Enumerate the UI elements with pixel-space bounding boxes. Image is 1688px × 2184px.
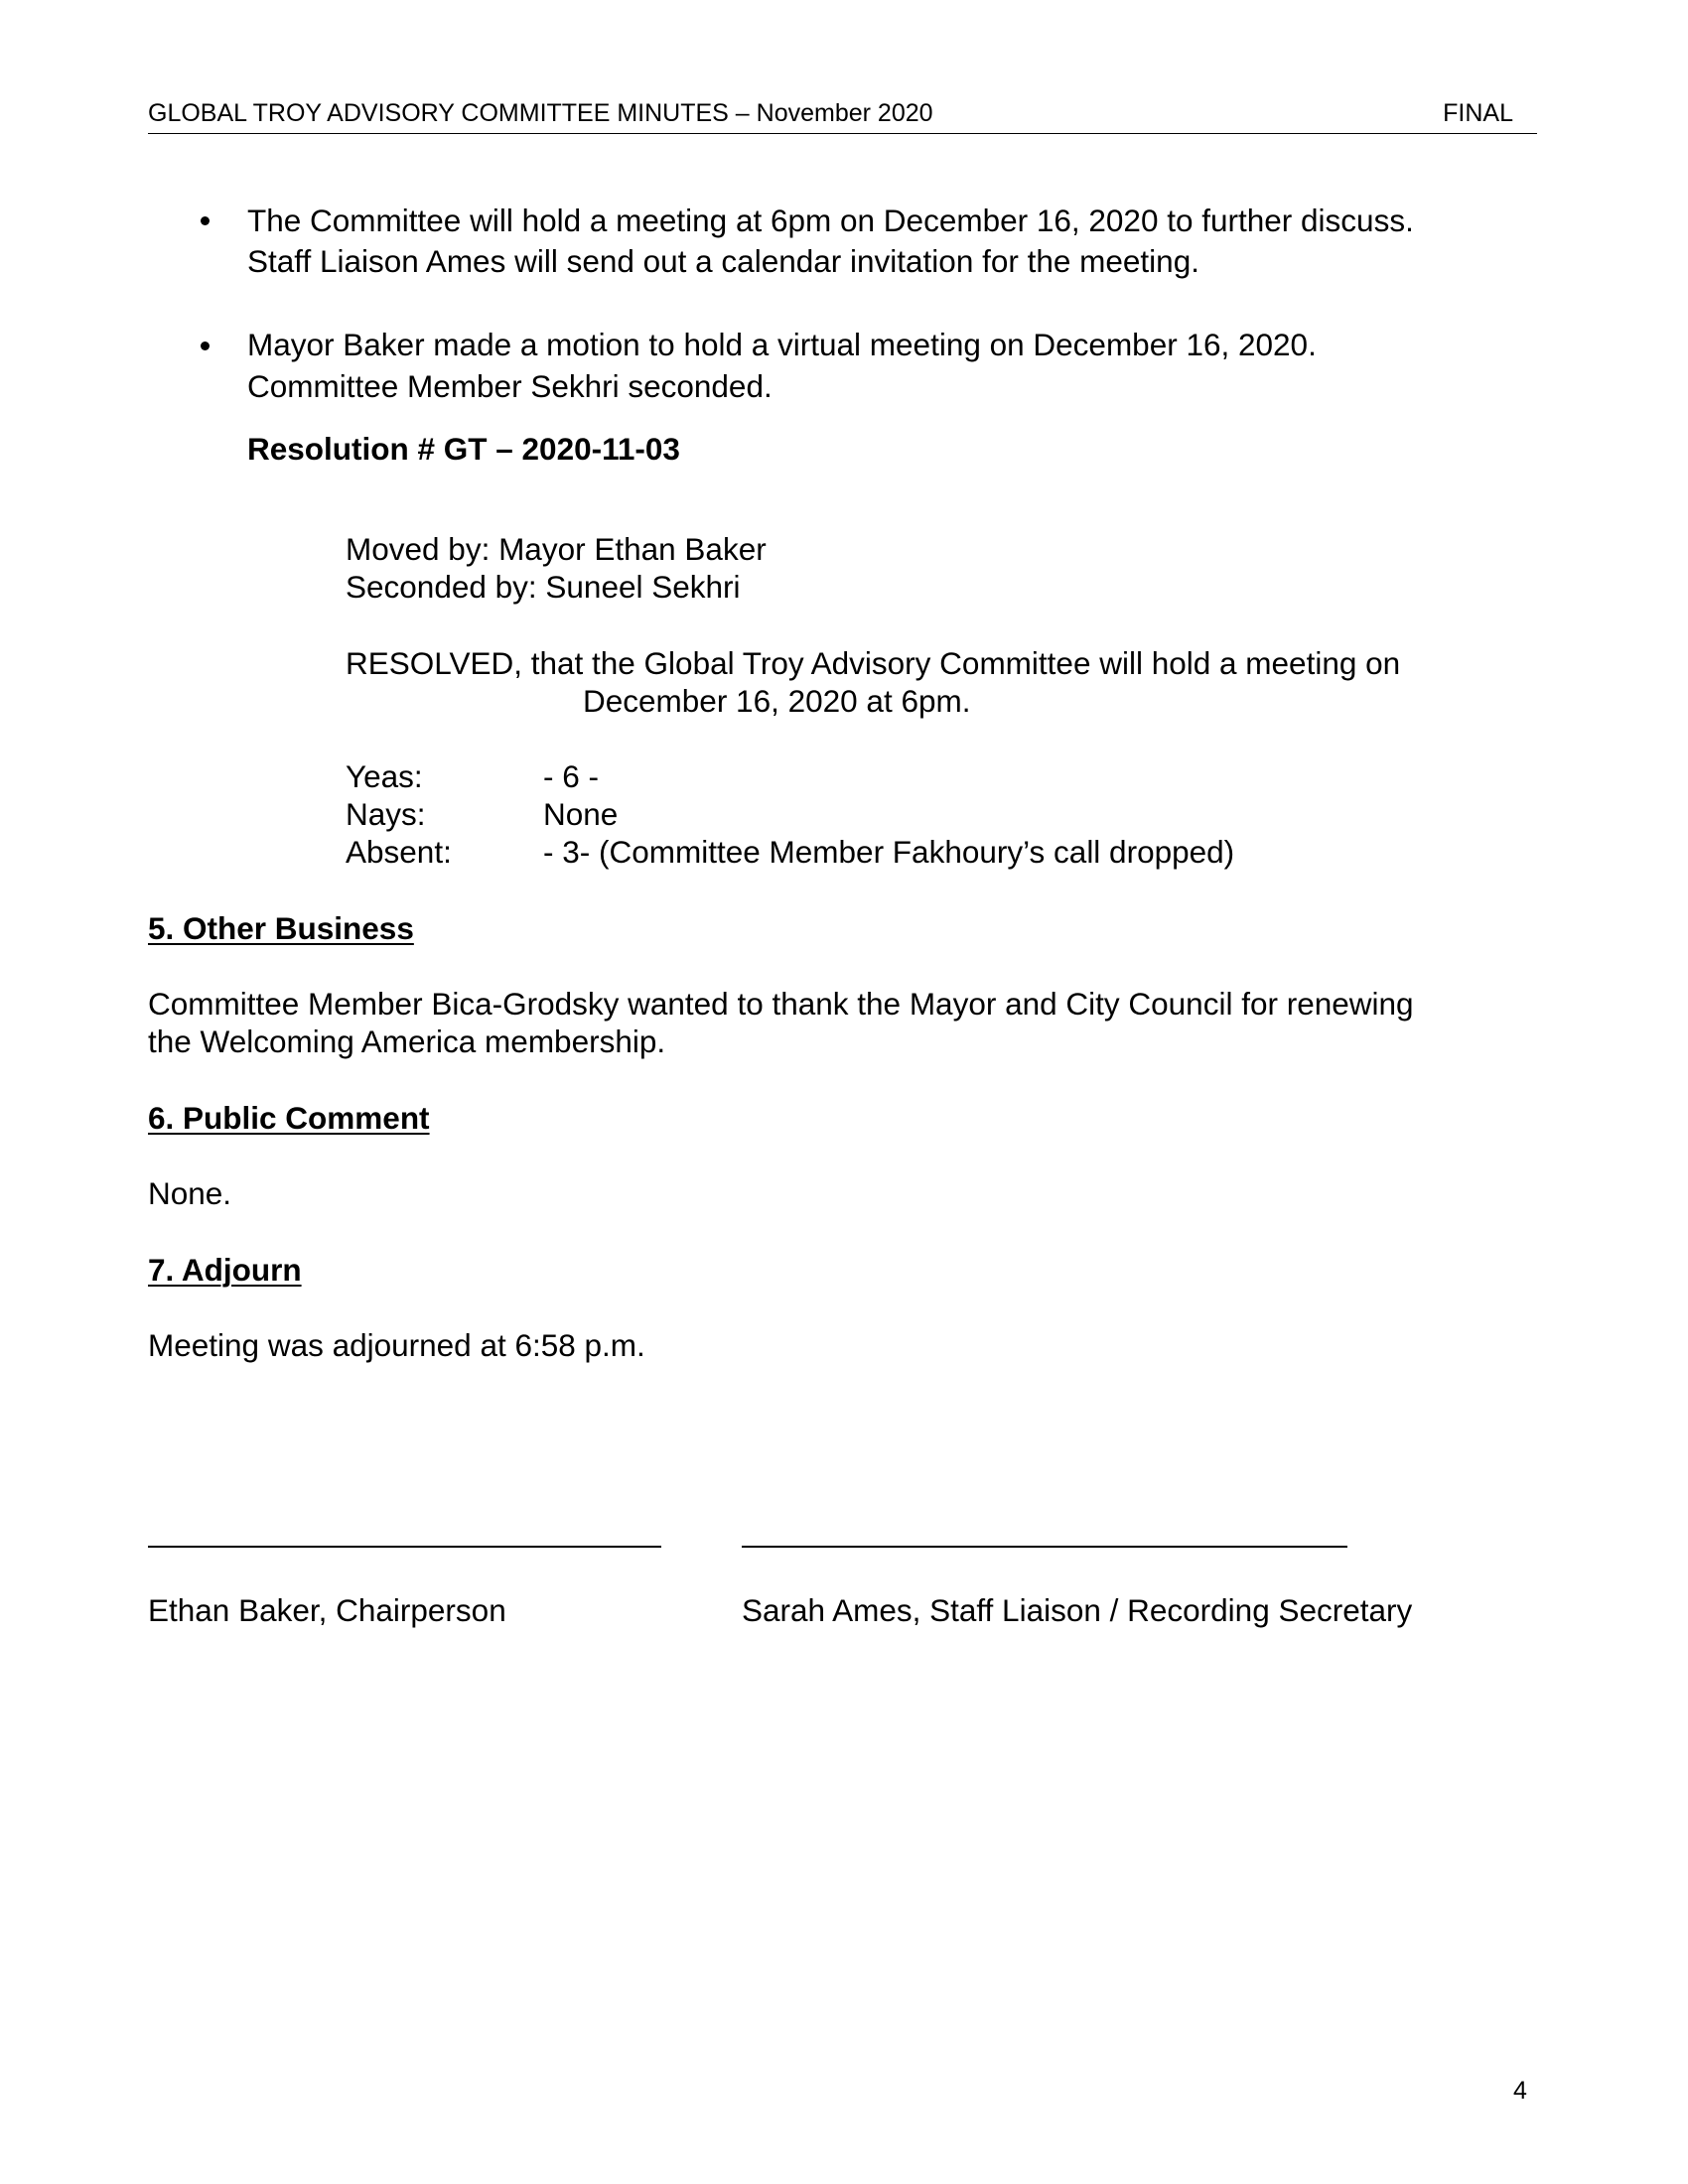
public-comment-body: None. xyxy=(148,1175,232,1211)
vote-value-nays: None xyxy=(543,796,619,832)
resolution-title: Resolution # GT – 2020-11-03 xyxy=(247,431,680,467)
section-heading-other-business: 5. Other Business xyxy=(148,910,414,946)
page-number: 4 xyxy=(1513,2077,1527,2105)
header-status: FINAL xyxy=(1443,99,1513,127)
section-heading-public-comment: 6. Public Comment xyxy=(148,1100,430,1136)
resolved-line-2: December 16, 2020 at 6pm. xyxy=(583,683,971,719)
vote-label-yeas: Yeas: xyxy=(346,758,423,794)
moved-by: Moved by: Mayor Ethan Baker xyxy=(346,531,767,567)
vote-label-nays: Nays: xyxy=(346,796,426,832)
section-heading-adjourn: 7. Adjourn xyxy=(148,1252,302,1288)
seconded-by: Seconded by: Suneel Sekhri xyxy=(346,569,741,605)
bullet-icon xyxy=(201,341,210,350)
bullet-2-line-2: Committee Member Sekhri seconded. xyxy=(247,368,773,404)
other-business-line-2: the Welcoming America membership. xyxy=(148,1024,666,1059)
adjourn-body: Meeting was adjourned at 6:58 p.m. xyxy=(148,1327,645,1363)
running-header xyxy=(148,99,1537,134)
signature-line-chairperson xyxy=(148,1546,661,1548)
bullet-1-line-1: The Committee will hold a meeting at 6pm on December 16, 2020 to further discuss. xyxy=(247,203,1414,238)
bullet-icon xyxy=(201,216,210,225)
vote-label-absent: Absent: xyxy=(346,834,452,870)
header-title: GLOBAL TROY ADVISORY COMMITTEE MINUTES – November 2020 xyxy=(148,99,933,127)
signature-line-secretary xyxy=(742,1546,1347,1548)
vote-value-yeas: - 6 - xyxy=(543,758,600,794)
other-business-line-1: Committee Member Bica-Grodsky wanted to thank the Mayor and City Council for renewing xyxy=(148,986,1414,1022)
bullet-2-line-1: Mayor Baker made a motion to hold a virtual meeting on December 16, 2020. xyxy=(247,327,1317,362)
signature-name-chairperson: Ethan Baker, Chairperson xyxy=(148,1592,506,1628)
signature-name-secretary: Sarah Ames, Staff Liaison / Recording Secretary xyxy=(742,1592,1413,1628)
bullet-1-line-2: Staff Liaison Ames will send out a calendar invitation for the meeting. xyxy=(247,243,1199,279)
resolved-line-1: RESOLVED, that the Global Troy Advisory Committee will hold a meeting on xyxy=(346,645,1401,681)
vote-value-absent: - 3- (Committee Member Fakhoury’s call dropped) xyxy=(543,834,1235,870)
